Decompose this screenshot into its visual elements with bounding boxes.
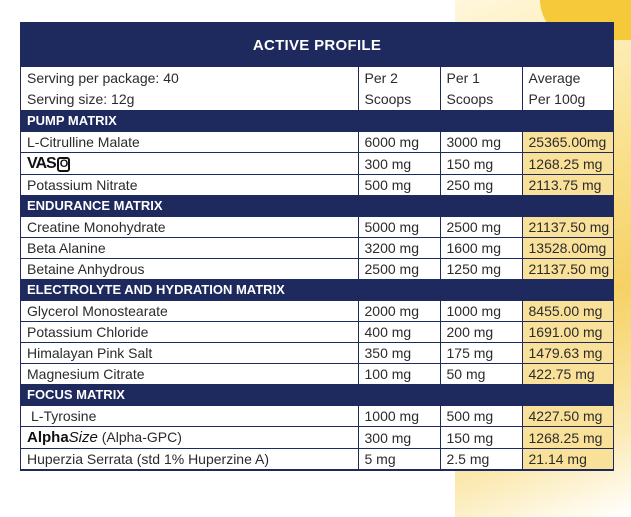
ingredient-name: Potassium Nitrate: [21, 175, 358, 196]
amount-per-2: 2500 mg: [358, 259, 440, 280]
amount-per-100g: 1268.25 mg: [522, 153, 613, 175]
ingredient-name: Beta Alanine: [21, 238, 358, 259]
amount-per-2: 1000 mg: [358, 406, 440, 427]
column-header-line: Per 2: [364, 70, 398, 86]
amount-per-100g: 2113.75 mg: [522, 175, 613, 196]
column-header-line: Per 1: [446, 70, 480, 86]
section-cell: [358, 385, 440, 406]
amount-per-100g: 25365.00mg: [522, 132, 613, 153]
alphasize-logo-italic: Size: [68, 429, 98, 446]
ingredient-name: L-Citrulline Malate: [21, 132, 358, 153]
section-header-endurance: [21, 196, 613, 217]
serving-size: Serving size: 12g: [27, 91, 135, 107]
amount-per-100g: 1691.00 mg: [522, 322, 613, 343]
header-row: [21, 67, 613, 111]
section-cell: [440, 385, 522, 406]
section-header-electrolyte: [21, 280, 613, 301]
section-title: ENDURANCE MATRIX: [21, 196, 358, 217]
ingredient-name: Huperzia Serrata (std 1% Huperzine A): [21, 449, 358, 470]
section-title: ELECTROLYTE AND HYDRATION MATRIX: [21, 280, 358, 301]
alphasize-logo-bold: Alpha: [27, 429, 69, 446]
ingredient-name: Potassium Chloride: [21, 322, 358, 343]
table-row: [21, 153, 613, 175]
serving-per-package: Serving per package: 40: [27, 70, 179, 86]
serving-info: [21, 67, 358, 111]
amount-per-2: 300 mg: [358, 427, 440, 449]
table-row: [21, 175, 613, 196]
table-row: [21, 322, 613, 343]
ingredient-name-alphasize: [21, 427, 358, 449]
vaso-logo: VAS O: [27, 155, 70, 172]
section-title: FOCUS MATRIX: [21, 385, 358, 406]
table-row: [21, 217, 613, 238]
column-header-line: Average: [528, 70, 581, 86]
amount-per-1: 200 mg: [440, 322, 522, 343]
column-header-line: Per 100g: [528, 91, 586, 107]
amount-per-100g: 1268.25 mg: [522, 427, 613, 449]
column-header-line: Scoops: [446, 91, 494, 107]
panel-title: ACTIVE PROFILE: [21, 23, 613, 67]
amount-per-2: 100 mg: [358, 364, 440, 385]
amount-per-100g: 8455.00 mg: [522, 301, 613, 322]
section-cell: [440, 196, 522, 217]
ingredient-name: (Alpha-GPC): [101, 429, 182, 445]
ingredient-name: Creatine Monohydrate: [21, 217, 358, 238]
amount-per-100g: 21137.50 mg: [522, 259, 613, 280]
amount-per-2: 5 mg: [358, 449, 440, 470]
amount-per-2: 2000 mg: [358, 301, 440, 322]
amount-per-2: 350 mg: [358, 343, 440, 364]
table-row: [21, 406, 613, 427]
column-header-line: Scoops: [364, 91, 412, 107]
table-row: [21, 449, 613, 470]
section-cell: [440, 280, 522, 301]
amount-per-1: 500 mg: [440, 406, 522, 427]
section-cell: [440, 111, 522, 132]
amount-per-2: 3200 mg: [358, 238, 440, 259]
amount-per-1: 250 mg: [440, 175, 522, 196]
amount-per-1: 1000 mg: [440, 301, 522, 322]
ingredient-name: Magnesium Citrate: [21, 364, 358, 385]
table-row: [21, 364, 613, 385]
amount-per-1: 2.5 mg: [440, 449, 522, 470]
ingredients-table: [21, 67, 614, 470]
amount-per-100g: 21.14 mg: [522, 449, 613, 470]
table-row: [21, 301, 613, 322]
table-row: [21, 343, 613, 364]
section-cell: [358, 280, 440, 301]
ingredient-name: Glycerol Monostearate: [21, 301, 358, 322]
section-cell: [358, 111, 440, 132]
amount-per-1: 150 mg: [440, 427, 522, 449]
amount-per-2: 6000 mg: [358, 132, 440, 153]
amount-per-1: 50 mg: [440, 364, 522, 385]
amount-per-1: 150 mg: [440, 153, 522, 175]
amount-per-2: 400 mg: [358, 322, 440, 343]
section-header-pump: [21, 111, 613, 132]
table-row: [21, 132, 613, 153]
amount-per-2: 5000 mg: [358, 217, 440, 238]
amount-per-100g: 21137.50 mg: [522, 217, 613, 238]
ingredient-name: Himalayan Pink Salt: [21, 343, 358, 364]
ingredient-name: L-Tyrosine: [21, 406, 358, 427]
amount-per-100g: 4227.50 mg: [522, 406, 613, 427]
amount-per-1: 2500 mg: [440, 217, 522, 238]
amount-per-1: 3000 mg: [440, 132, 522, 153]
amount-per-2: 500 mg: [358, 175, 440, 196]
section-header-focus: [21, 385, 613, 406]
amount-per-100g: 13528.00mg: [522, 238, 613, 259]
amount-per-100g: 422.75 mg: [522, 364, 613, 385]
column-header-per-1: [440, 67, 522, 111]
amount-per-1: 1600 mg: [440, 238, 522, 259]
table-row: [21, 427, 613, 449]
table-row: [21, 238, 613, 259]
section-cell: [358, 196, 440, 217]
section-cell: [522, 196, 613, 217]
section-title: PUMP MATRIX: [21, 111, 358, 132]
ingredient-name-vaso-logo: [21, 153, 358, 175]
column-header-per-100g: [522, 67, 613, 111]
section-cell: [522, 385, 613, 406]
supplement-facts-panel: [20, 22, 614, 471]
column-header-per-2: [358, 67, 440, 111]
amount-per-2: 300 mg: [358, 153, 440, 175]
amount-per-1: 175 mg: [440, 343, 522, 364]
table-row: [21, 259, 613, 280]
amount-per-1: 1250 mg: [440, 259, 522, 280]
ingredient-name: Betaine Anhydrous: [21, 259, 358, 280]
section-cell: [522, 280, 613, 301]
amount-per-100g: 1479.63 mg: [522, 343, 613, 364]
section-cell: [522, 111, 613, 132]
